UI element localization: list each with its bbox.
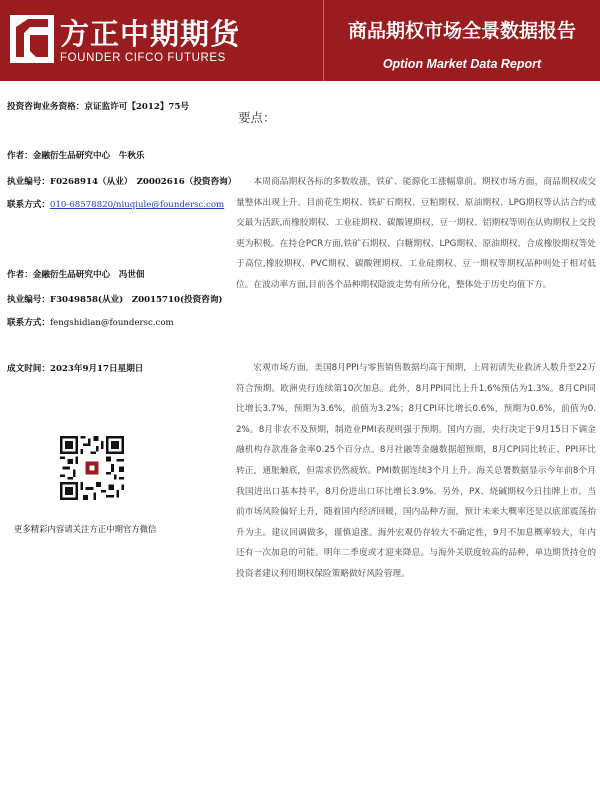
paragraph-options-market: 本周商品期权各标的多数收涨，铁矿、能源化工涨幅靠前。期权市场方面，商品期权成交量整体出现上升。目前花生期权、铁矿石期权、豆粕期权、原油期权、LPG期权等认沽合约成交最为活跃,而橡胶期权、工业硅期权、碳酸锂期权、豆一期权、铝期权等则在认购期权上交投更为积极。在持仓PCR方面,铁矿石期权、白糖期权、LPG期权、原油期权、合成橡胶期权等处于高位,橡胶期权、PVC期权、碳酸锂期权、工业硅期权、豆一期权等期权品种则处于相对低位。在波动率方面,目前各个品种期权隐波走势有所分化，整体处于历史均值下方。 (236, 177, 596, 290)
header-divider (323, 0, 324, 81)
author1-name: 作者：金融衍生品研究中心 牛秋乐 (7, 151, 145, 161)
author2-contact-label: 联系方式： (7, 318, 50, 328)
report-header (0, 0, 600, 81)
license-text: 投资咨询业务资格：京证监许可【2012】75号 (7, 102, 189, 112)
publish-date: 成文时间：2023年9月17日星期日 (7, 364, 144, 374)
author2-license-number: 执业编号：F3049858(从业) Z0015710(投资咨询) (7, 295, 223, 305)
author1-contact-link[interactable]: 010-68578820/niuqiule@foundersc.com (49, 200, 225, 210)
author2-contact (7, 316, 174, 328)
report-subtitle: Option Market Data Report (382, 57, 542, 71)
qr-caption: 更多精彩内容请关注方正中期官方微信 (14, 524, 157, 534)
section-title: 要点： (238, 110, 276, 125)
company-name-en: FOUNDER CIFCO FUTURES (60, 52, 226, 64)
wechat-qr-code-icon (60, 436, 124, 500)
author1-contact (7, 198, 224, 210)
author1-contact-label: 联系方式： (7, 200, 50, 210)
company-logo-icon (10, 15, 54, 63)
author2-name: 作者：金融衍生品研究中心 冯世佃 (7, 270, 145, 280)
report-title: 商品期权市场全景数据报告 (347, 20, 576, 42)
company-name-cn: 方正中期期货 (60, 17, 241, 51)
paragraph-macro-market: 宏观市场方面，美国8月PPI与零售销售数据均高于预期，上周初请失业救济人数升至22万符合预期。欧洲央行连续第10次加息。此外，8月PPI同比上升1.6%预估为1.3%。8月CPI同比增长3.7%，预期为3.6%，前值为3.2%；8月CPI环比增长0.6%，预期为0.6%，前值为0.2%。8月非农不及预期，制造业PMI表现则强于预期。国内方面，央行决定于9月15日下调金融机构存款准备金率0.25个百分点。8月社融等金融数据超预期，8月CPI同比转正、PPI环比转正，通胀触底，但需求仍然疲软。PMI数据连续3个月上升。海关总署数据显示今年前8个月我国进出口基本持平，8月份进出口环比增长3.9%。另外，PX、烧碱期权今日挂牌上市。当前市场风险偏好上升，随着国内经济回暖，国内品种方面，预计未来大概率还是以底部震荡抬升为主。建议回调做多，谨慎追涨。海外宏观仍存较大不确定性，9月不加息概率较大，年内还有一次加息的可能。明年二季度或才迎来降息。与海外关联度较高的品种，单边期货持仓的投资者建议利用期权保险策略做好风险管理。 (236, 363, 596, 579)
author1-license-number: 执业编号：F0268914（从业） Z0002616（投资咨询） (7, 177, 237, 187)
author2-contact-email: fengshidian@foundersc.com (49, 318, 174, 328)
